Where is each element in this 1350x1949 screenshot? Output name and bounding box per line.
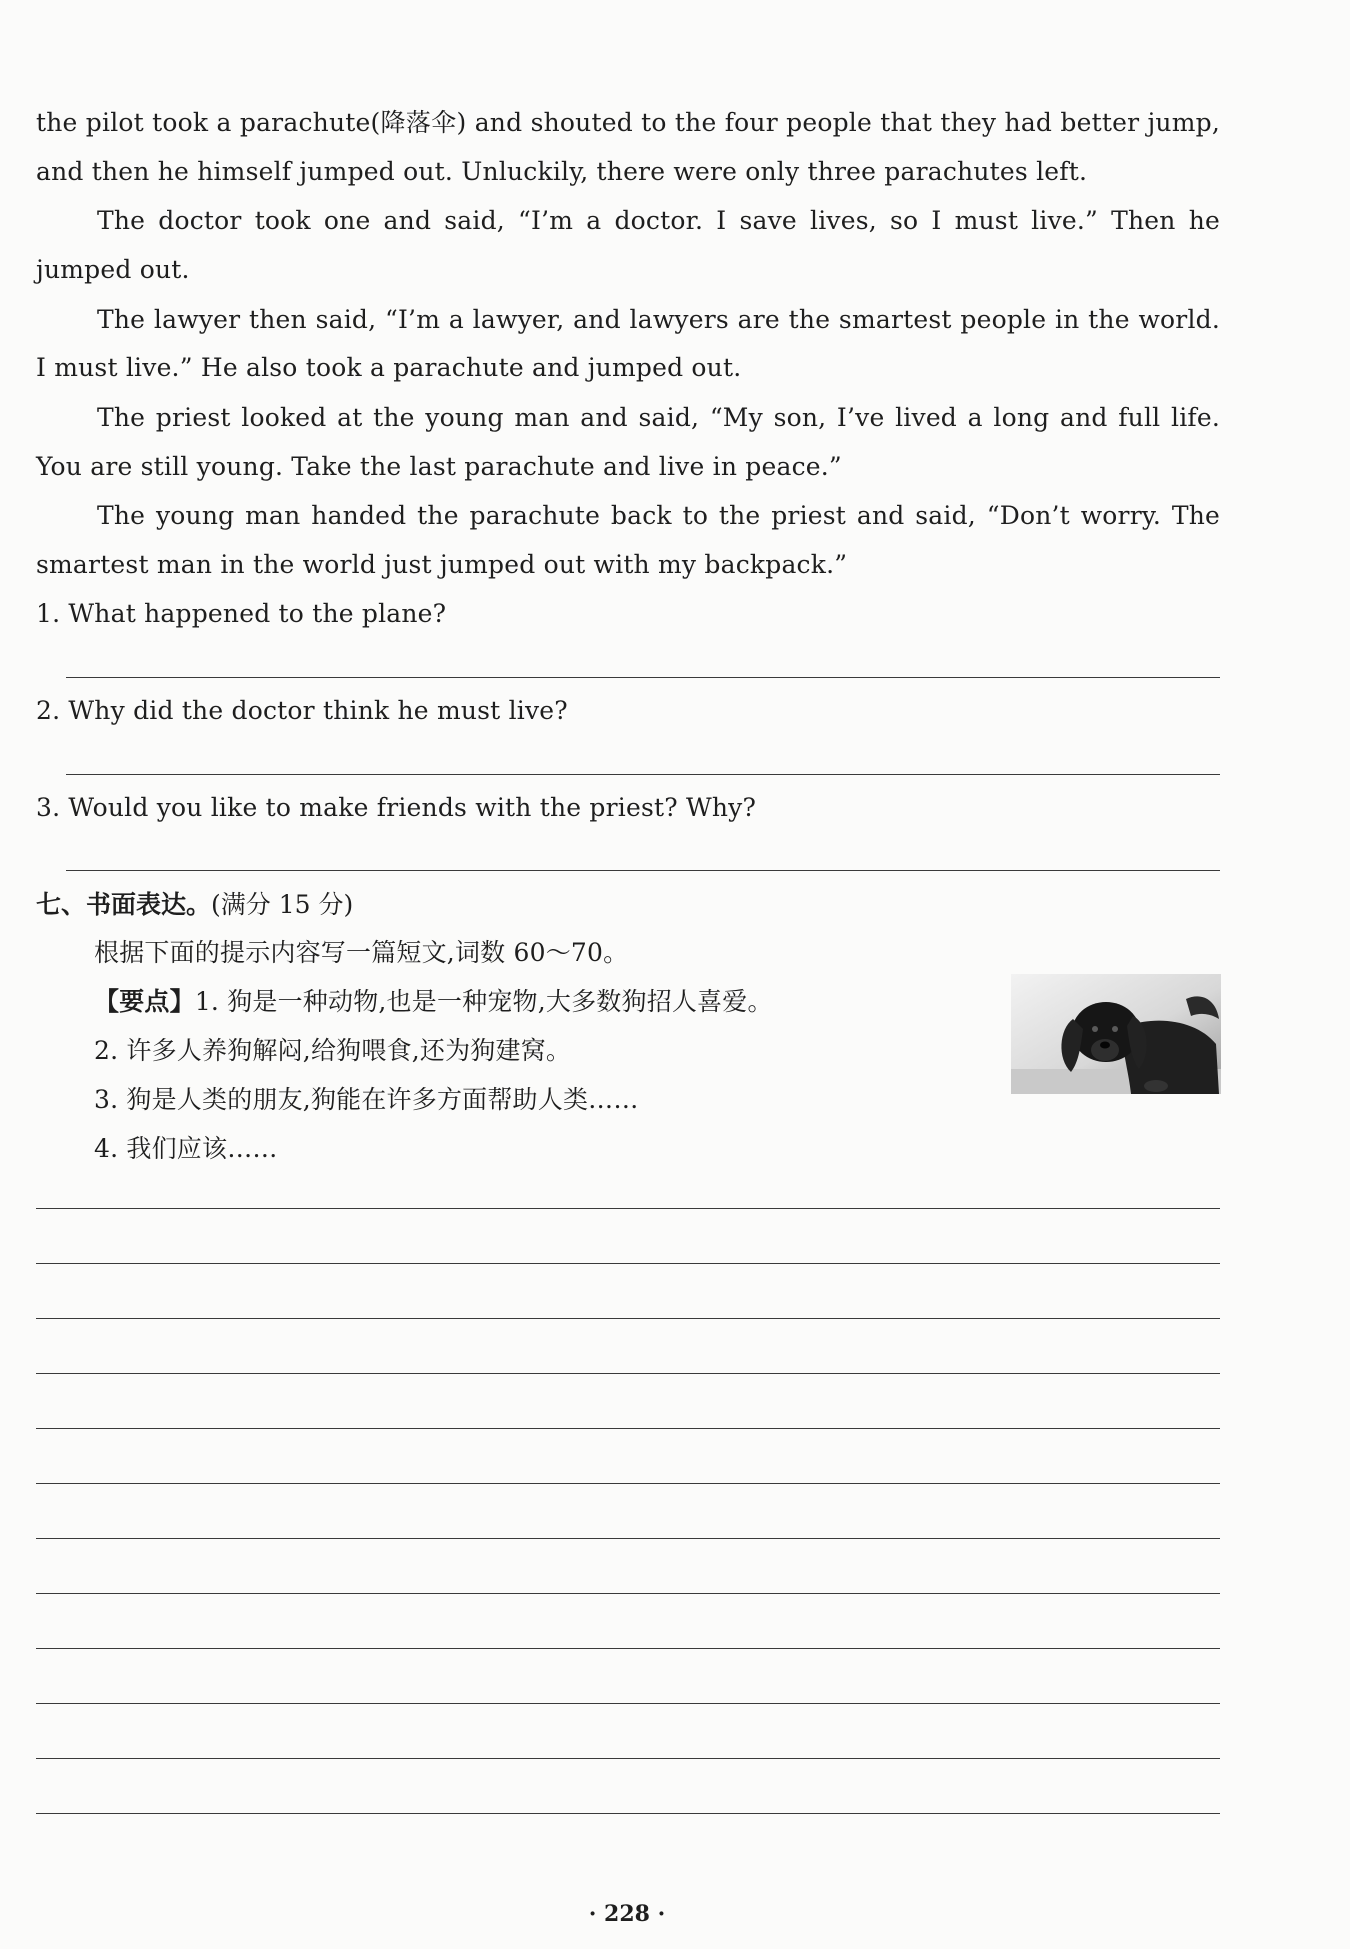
writing-line[interactable]	[36, 1483, 1220, 1484]
section-label: 七、书面表达。	[36, 890, 212, 919]
passage-line: and then he himself jumped out. Unluckily, there were only three parachutes left.	[36, 157, 1088, 186]
passage-line: jumped out.	[36, 255, 190, 284]
key-points-label: 【要点】	[94, 987, 195, 1016]
passage-line: The young man handed the parachute back to the priest and said, “Don’t worry. The	[97, 501, 1220, 530]
writing-instruction: 根据下面的提示内容写一篇短文,词数 60～70。	[94, 938, 629, 967]
passage-line: The priest looked at the young man and said, “My son, I’ve lived a long and full life.	[97, 403, 1220, 432]
answer-line-2[interactable]	[66, 774, 1220, 775]
question-2: 2. Why did the doctor think he must live?	[36, 696, 568, 725]
writing-line[interactable]	[36, 1208, 1220, 1209]
writing-line[interactable]	[36, 1648, 1220, 1649]
key-point-2: 2. 许多人养狗解闷,给狗喂食,还为狗建窝。	[94, 1036, 572, 1065]
answer-line-1[interactable]	[66, 677, 1220, 678]
section-title	[36, 889, 353, 921]
writing-line[interactable]	[36, 1813, 1220, 1814]
section-score: (满分 15 分)	[211, 890, 354, 919]
writing-line[interactable]	[36, 1758, 1220, 1759]
question-3: 3. Would you like to make friends with the priest? Why?	[36, 793, 757, 822]
writing-line[interactable]	[36, 1373, 1220, 1374]
page-number: · 228 ·	[588, 1901, 666, 1927]
key-point-1	[94, 986, 773, 1018]
writing-line[interactable]	[36, 1428, 1220, 1429]
writing-line[interactable]	[36, 1263, 1220, 1264]
passage-line: You are still young. Take the last parachute and live in peace.”	[36, 452, 842, 481]
writing-line[interactable]	[36, 1703, 1220, 1704]
writing-line[interactable]	[36, 1318, 1220, 1319]
writing-line[interactable]	[36, 1593, 1220, 1594]
passage-line: smartest man in the world just jumped out with my backpack.”	[36, 550, 848, 579]
passage-line: I must live.” He also took a parachute and jumped out.	[36, 353, 742, 382]
passage-line: The doctor took one and said, “I’m a doctor. I save lives, so I must live.” Then he	[97, 206, 1220, 235]
key-point-text: 1. 狗是一种动物,也是一种宠物,大多数狗招人喜爱。	[194, 987, 773, 1016]
question-1: 1. What happened to the plane?	[36, 599, 447, 628]
dog-photo-icon	[1011, 974, 1221, 1094]
dog-photo	[1011, 974, 1221, 1094]
writing-line[interactable]	[36, 1538, 1220, 1539]
passage-line: the pilot took a parachute(降落伞) and shouted to the four people that they had better jump,	[36, 108, 1220, 137]
answer-line-3[interactable]	[66, 870, 1220, 871]
passage-line: The lawyer then said, “I’m a lawyer, and lawyers are the smartest people in the world.	[97, 305, 1220, 334]
key-point-3: 3. 狗是人类的朋友,狗能在许多方面帮助人类……	[94, 1085, 639, 1114]
key-point-4: 4. 我们应该……	[94, 1134, 278, 1163]
